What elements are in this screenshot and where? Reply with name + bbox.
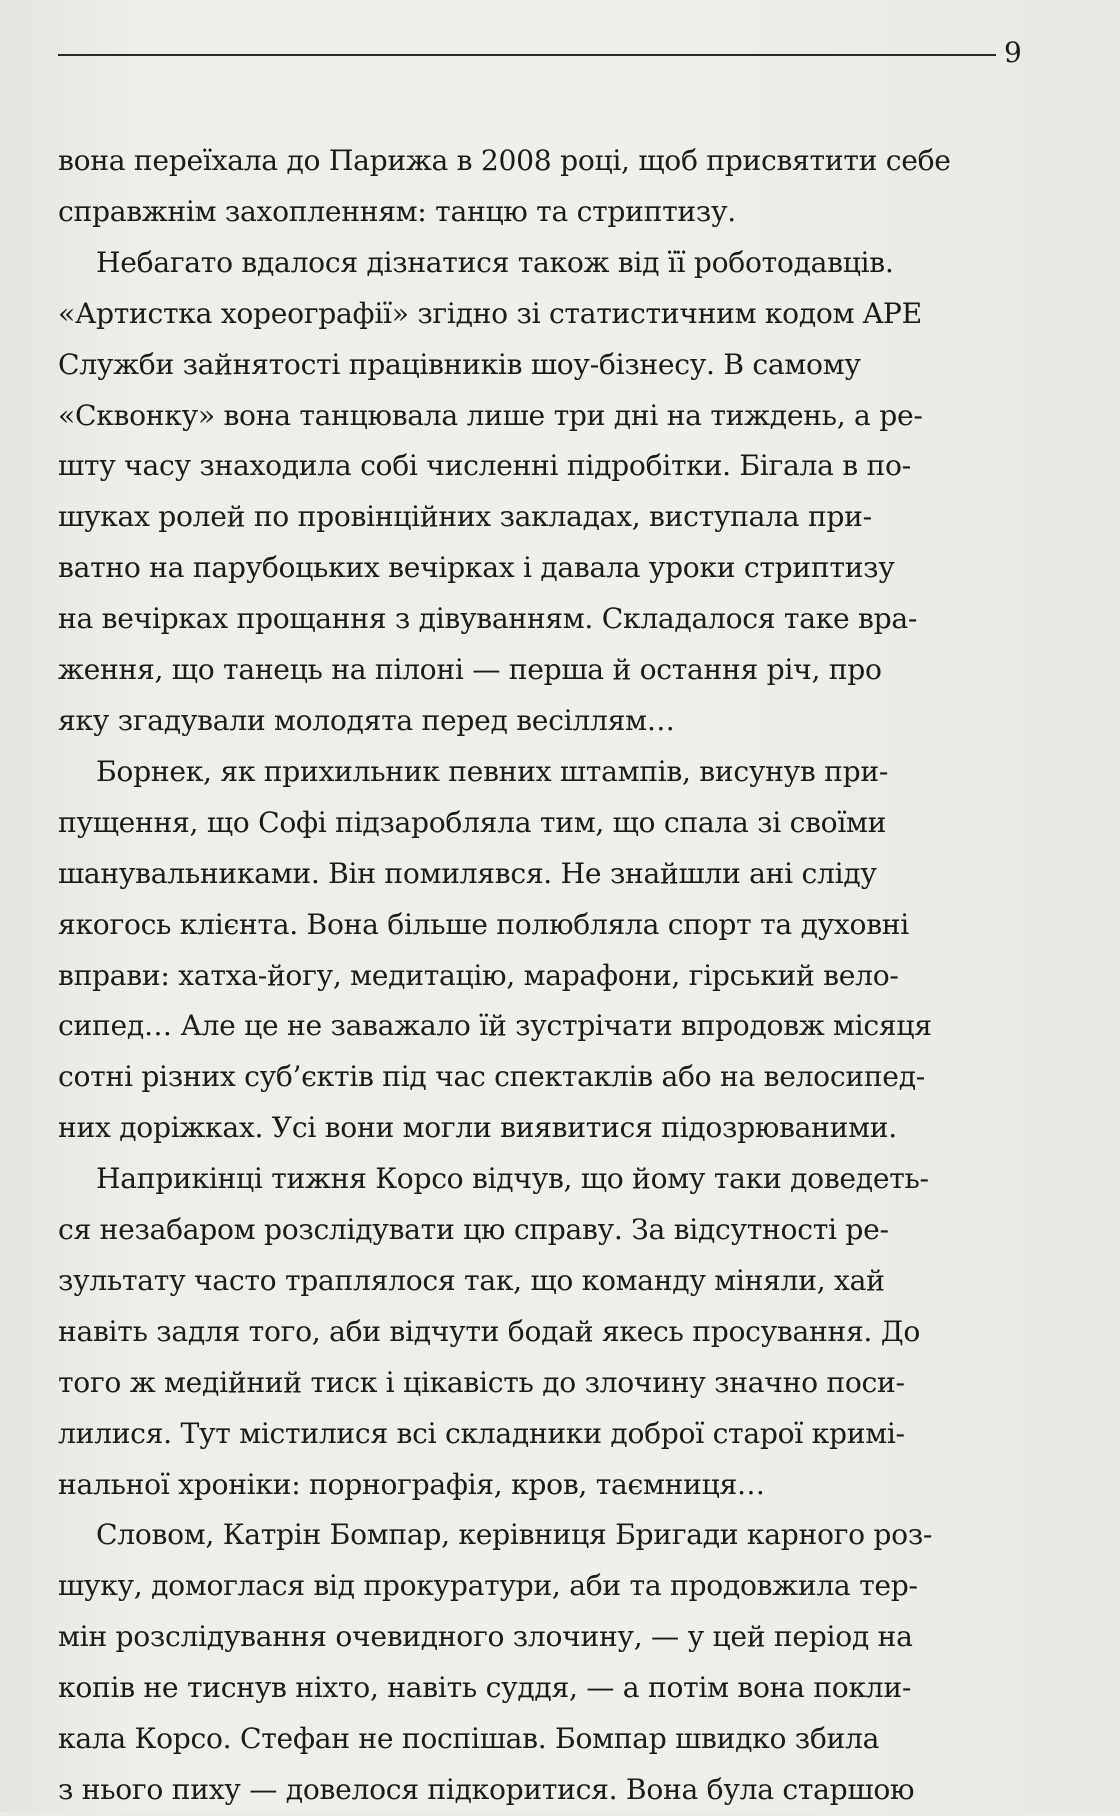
- page-number: 9: [1004, 36, 1022, 69]
- text-line: шту часу знаходила собі численні підробітки. Бігала в по-: [58, 449, 911, 483]
- text-line: на вечірках прощання з дівуванням. Складалося таке вра-: [58, 602, 918, 636]
- paragraph: [58, 136, 1020, 238]
- text-line: яку згадували молодята перед весіллям…: [58, 703, 675, 737]
- text-line: навіть задля того, аби відчути бодай якесь просування. До: [58, 1314, 921, 1348]
- text-line: нальної хроніки: порнографія, кров, таємниця…: [58, 1467, 765, 1501]
- text-line: вправи: хатха-йогу, медитацію, марафони, гірський вело-: [58, 958, 899, 992]
- text-line: якогось клієнта. Вона більше полюбляла спорт та духовні: [58, 907, 909, 941]
- text-line: шуках ролей по провінційних закладах, виступала при-: [58, 500, 872, 534]
- text-line: Наприкінці тижня Корсо відчув, що йому таки доведеть-: [96, 1162, 929, 1196]
- text-line: справжнім захопленням: танцю та стриптизу.: [58, 194, 736, 228]
- text-line: вона переїхала до Парижа в 2008 році, щоб присвятити себе: [58, 144, 951, 177]
- text-line: них доріжках. Усі вони могли виявитися підозрюваними.: [58, 1111, 897, 1145]
- text-line: Борнек, як прихильник певних штампів, висунув при-: [96, 754, 889, 788]
- paragraph: [58, 1510, 1020, 1815]
- text-line: копів не тиснув ніхто, навіть суддя, — а потім вона покли-: [58, 1671, 912, 1705]
- body-text: [58, 136, 1020, 1816]
- text-line: того ж медійний тиск і цікавість до злочину значно поси-: [58, 1365, 905, 1399]
- text-line: шуку, домоглася від прокуратури, аби та продовжила тер-: [58, 1569, 918, 1603]
- paragraph: [58, 747, 1020, 1154]
- text-line: Небагато вдалося дізнатися також від її роботодавців.: [96, 245, 894, 279]
- header-rule: [58, 54, 996, 56]
- text-line: пущення, що Софі підзаробляла тим, що спала зі своїми: [58, 805, 887, 839]
- paragraph: [58, 1154, 1020, 1510]
- text-line: шанувальниками. Він помилявся. Не знайшли ані сліду: [58, 856, 877, 890]
- text-line: мін розслідування очевидного злочину, — у цей період на: [58, 1620, 913, 1654]
- text-line: з нього пиху — довелося підкоритися. Вона була старшою: [58, 1773, 915, 1806]
- text-line: «Сквонку» вона танцювала лише три дні на тиждень, а ре-: [58, 398, 923, 432]
- text-line: Служби зайнятості працівників шоу-бізнесу. В самому: [58, 347, 861, 381]
- text-line: Словом, Катрін Бомпар, керівниця Бригади карного роз-: [96, 1518, 933, 1552]
- text-line: ся незабаром розслідувати цю справу. За відсутності ре-: [58, 1213, 889, 1247]
- text-line: «Артистка хореографії» згідно зі статистичним кодом APE: [58, 296, 922, 330]
- text-line: ження, що танець на пілоні — перша й остання річ, про: [58, 653, 882, 687]
- paragraph: [58, 238, 1020, 747]
- text-line: сотні різних суб’єктів під час спектаклів або на велосипед-: [58, 1060, 925, 1094]
- text-line: сипед… Але це не заважало їй зустрічати впродовж місяця: [58, 1009, 932, 1043]
- text-line: кала Корсо. Стефан не поспішав. Бомпар швидко збила: [58, 1722, 880, 1756]
- text-line: лилися. Тут містилися всі складники доброї старої кримі-: [58, 1416, 905, 1450]
- text-line: зультату часто траплялося так, що команду міняли, хай: [58, 1263, 885, 1297]
- text-line: ватно на парубоцьких вечірках і давала уроки стриптизу: [58, 551, 895, 585]
